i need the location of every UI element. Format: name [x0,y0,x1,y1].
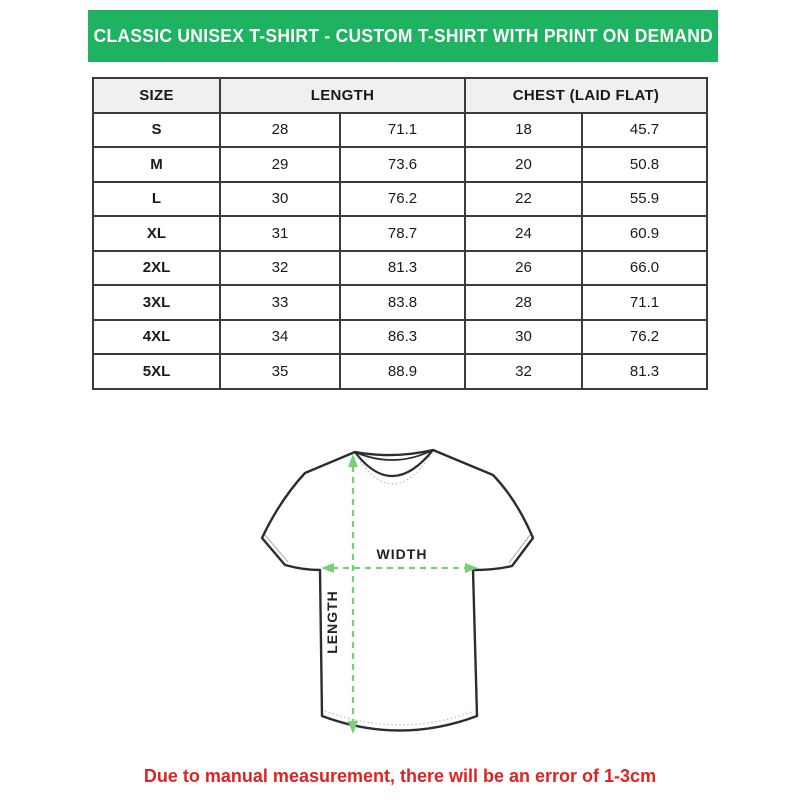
column-header-length: LENGTH [220,78,465,113]
size-table-container [92,77,706,390]
length-arrowhead-bottom [348,721,358,734]
size-cell: XL [93,216,220,251]
value-cell: 30 [220,182,340,217]
value-cell: 45.7 [582,113,707,148]
value-cell: 28 [465,285,582,320]
table-row [93,182,707,217]
value-cell: 60.9 [582,216,707,251]
header-banner [88,10,718,62]
width-arrow-label: WIDTH [376,546,428,562]
size-cell: S [93,113,220,148]
length-arrow-label: LENGTH [324,590,340,654]
value-cell: 31 [220,216,340,251]
value-cell: 76.2 [582,320,707,355]
value-cell: 30 [465,320,582,355]
tshirt-outline [262,450,533,731]
value-cell: 76.2 [340,182,465,217]
size-table-body [93,113,707,389]
value-cell: 35 [220,354,340,389]
value-cell: 26 [465,251,582,286]
value-cell: 18 [465,113,582,148]
table-row [93,216,707,251]
table-row [93,320,707,355]
measurement-error-note: Due to manual measurement, there will be an error of 1-3cm [143,766,657,786]
column-header-chest: CHEST (LAID FLAT) [465,78,707,113]
size-cell: 2XL [93,251,220,286]
value-cell: 81.3 [340,251,465,286]
value-cell: 32 [465,354,582,389]
value-cell: 32 [220,251,340,286]
value-cell: 66.0 [582,251,707,286]
value-cell: 86.3 [340,320,465,355]
value-cell: 55.9 [582,182,707,217]
tshirt-measurement-diagram [255,445,545,740]
value-cell: 50.8 [582,147,707,182]
size-cell: M [93,147,220,182]
value-cell: 33 [220,285,340,320]
table-row [93,251,707,286]
table-header-row [93,78,707,113]
value-cell: 78.7 [340,216,465,251]
table-row [93,285,707,320]
page-title: CLASSIC UNISEX T-SHIRT - CUSTOM T-SHIRT WITH PRINT ON DEMAND [93,25,713,46]
value-cell: 24 [465,216,582,251]
value-cell: 34 [220,320,340,355]
value-cell: 83.8 [340,285,465,320]
value-cell: 71.1 [582,285,707,320]
value-cell: 22 [465,182,582,217]
size-cell: L [93,182,220,217]
value-cell: 73.6 [340,147,465,182]
column-header-size: SIZE [93,78,220,113]
value-cell: 88.9 [340,354,465,389]
size-cell: 4XL [93,320,220,355]
value-cell: 71.1 [340,113,465,148]
table-row [93,147,707,182]
size-cell: 5XL [93,354,220,389]
table-row [93,113,707,148]
size-cell: 3XL [93,285,220,320]
size-table [92,77,708,390]
value-cell: 28 [220,113,340,148]
value-cell: 81.3 [582,354,707,389]
table-row [93,354,707,389]
value-cell: 20 [465,147,582,182]
value-cell: 29 [220,147,340,182]
